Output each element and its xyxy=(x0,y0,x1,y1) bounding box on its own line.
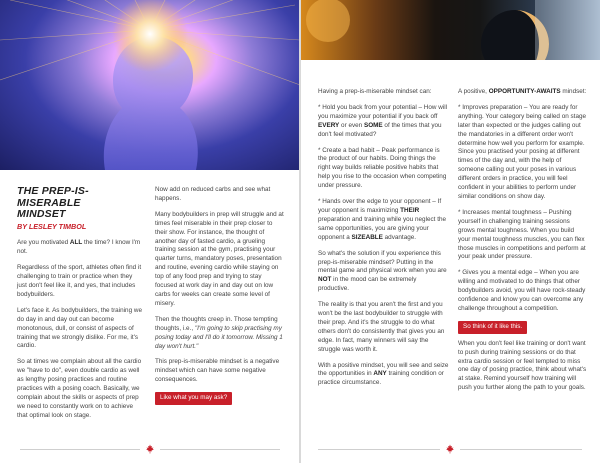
paragraph: Now add on reduced carbs and see what happens. xyxy=(155,186,271,202)
footer-rule-left xyxy=(20,449,140,450)
paragraph: So at times we complain about all the cardio we "have to do", even double cardio as well as lengthy posing practices and routine practices with a posing coach. Basically, we complain about the skills or aspects of prep we need to constantly work on to achieve that optimal look on stage. xyxy=(17,358,142,419)
bullet-item: * Hold you back from your potential – How will you maximize your potential if you back off EVERY or even SOME of the times that you don't feel motivated? xyxy=(318,103,448,138)
glowing-head-illustration xyxy=(0,0,300,170)
title-line-1: THE PREP-IS-MISERABLE xyxy=(17,185,89,209)
paragraph: Many bodybuilders in prep will struggle and at times feel miserable in their prep closer to their show. For instance, the thought of another day of fasted cardio, a grueling training session at the gym, practising your quarter turns, mandatory poses, presentation and routine, evening cardio while staying on top of any food prep and trying to stay focused at work day in and day out on low carbs for weeks can create some level of misery. xyxy=(155,210,284,307)
paragraph: Regardless of the sport, athletes often find it challenging to train or practice when they just don't feel like it, and yes, that includes bodybuilders. xyxy=(17,264,142,298)
paragraph: When you don't feel like training or don't want to push during training sessions or do that extra cardio session or feel tempted to miss one day of posing practice, think about what's at stake. Remind yourself how training will push you further along the path to your goals. xyxy=(458,339,587,392)
right-page xyxy=(300,0,600,463)
right-column-1 xyxy=(318,88,449,395)
hero-image-strip xyxy=(300,0,600,60)
paragraph: This prep-is-miserable mindset is a negative mindset which can have some negative consequences. xyxy=(155,358,280,384)
paragraph: The reality is that you aren't the first and you won't be the last bodybuilder to struggle with their prep. And it's the struggle to do what others don't do consistently that gives you an edge. In fact, many winners will say the struggle was worth it. xyxy=(318,301,445,353)
paragraph: Let's face it. As bodybuilders, the training we do day in and day out can become monotonous, dull, or consist of aspects of training that we strongly dislike. For me, it's cardio. xyxy=(17,306,142,350)
footer-rule-right xyxy=(160,449,280,450)
maple-leaf-icon xyxy=(145,444,155,454)
maple-leaf-icon xyxy=(445,444,455,454)
bullet-item: * Create a bad habit – Peak performance is the product of our habits. Doing things the right way builds reliable positive habits that help you rise to the occasion when competing under pressure. xyxy=(318,146,447,190)
bullet-item: * Hands over the edge to your opponent – If your opponent is maximizing THEIR preparation and training while you neglect the same opportunities, you are giving your opponent a SIZEABLE advantage. xyxy=(318,198,447,241)
paragraph: Are you motivated ALL the time? I know I'm not. xyxy=(17,239,141,256)
sunset-moon-illustration xyxy=(300,0,600,60)
right-column-2 xyxy=(458,88,588,400)
bullet-item: * Increases mental toughness – Pushing yourself in challenging training sessions grows mental toughness. When you build your mental toughness muscles, you can flex those muscles in competitions and perform at your peak under pressure. xyxy=(458,208,586,261)
footer-rule-left xyxy=(318,449,440,450)
bullet-item: * Improves preparation – You are ready for anything. Your category being called on stage later than expected or the judges calling out the mandatories in a different order won't determine how well you perform for example. Since you practised your posing at different times of the day and, with the help of someone calling out your poses in various different orders in practice, you will feel confident in your abilities to perform under similar conditions on show day. xyxy=(458,103,587,200)
article-title xyxy=(17,186,142,221)
left-column-2 xyxy=(155,186,285,405)
left-column-1 xyxy=(17,186,142,428)
page-gutter xyxy=(299,0,301,463)
title-line-2: MINDSET xyxy=(17,208,66,220)
callout-badge: Like what you may ask? xyxy=(155,392,232,405)
callout-badge: So think of it like this. xyxy=(458,321,527,334)
paragraph: A positive, OPPORTUNITY-AWAITS mindset: xyxy=(458,88,587,95)
paragraph: So what's the solution if you experience this prep-is-miserable mindset? Putting in the mental game and physical work when you are NOT in the mood can be extremely productive. xyxy=(318,249,447,293)
hero-image-glowing-head xyxy=(0,0,300,170)
byline: BY LESLEY TIMBOL xyxy=(17,221,87,231)
paragraph: With a positive mindset, you will see and seize the opportunities in ANY training condition or practice circumstance. xyxy=(318,361,449,387)
footer-rule-right xyxy=(460,449,582,450)
bullet-item: * Gives you a mental edge – When you are willing and motivated to do things that other bodybuilders avoid, you will have rock-steady confidence and know you can overcome any challenge throughout a competition. xyxy=(458,269,586,312)
paragraph: Then the thoughts creep in. Those tempting thoughts, i.e., "I'm going to skip practising my posing today and I'll do it tomorrow. Missing 1 day won't hurt." xyxy=(155,315,283,350)
paragraph: Having a prep-is-miserable mindset can: xyxy=(318,88,432,95)
